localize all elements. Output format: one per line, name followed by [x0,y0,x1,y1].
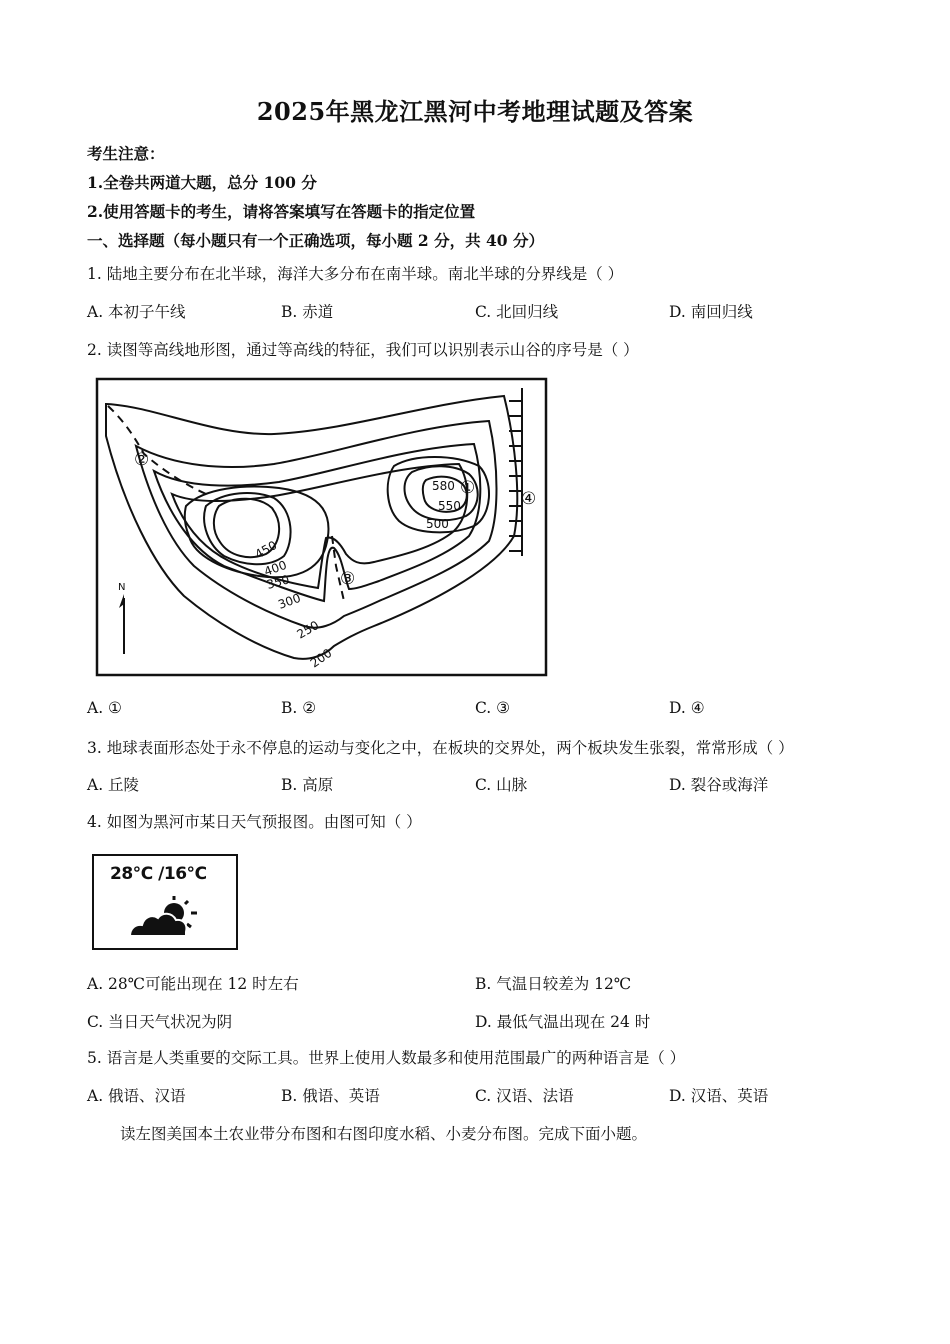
contour-label: 400 [262,557,289,579]
option-c: C. 山脉 [475,776,528,794]
notice-item: 2.使用答题卡的考生，请将答案填写在答题卡的指定位置 [87,202,476,221]
north-label: N [118,582,126,593]
option-b: B. 赤道 [281,303,334,321]
option-d: D. 裂谷或海洋 [669,776,769,794]
contour-label: 350 [265,572,291,592]
contour-label: 300 [276,590,303,612]
option-a: A. 丘陵 [87,776,140,794]
marker-3: ③ [340,569,356,589]
option-b: B. 气温日较差为 12℃ [475,975,632,993]
weather-temps: 28℃ /16℃ [110,864,207,884]
contour-map-figure [94,376,550,680]
contour-label: 450 [252,538,280,562]
marker-4: ④ [521,489,537,509]
question-stem: 1. 陆地主要分布在北半球，海洋大多分布在南半球。南北半球的分界线是（ ） [87,265,624,283]
marker-1: ① [460,478,476,498]
option-a: A. 本初子午线 [87,303,186,321]
contour-label: 500 [426,517,449,531]
contour-label: 580 [432,479,455,493]
option-d: D. 最低气温出现在 24 时 [475,1013,651,1031]
question-stem: 4. 如图为黑河市某日天气预报图。由图可知（ ） [87,813,422,831]
option-a: A. 俄语、汉语 [87,1087,186,1105]
section-heading: 一、选择题（每小题只有一个正确选项，每小题 2 分，共 40 分） [87,231,544,250]
closing-paragraph: 读左图美国本土农业带分布图和右图印度水稻、小麦分布图。完成下面小题。 [120,1125,648,1143]
sun-behind-cloud-icon [128,896,200,942]
option-c: C. ③ [475,699,511,717]
option-a: A. ① [87,699,122,717]
option-b: B. 高原 [281,776,334,794]
option-c: C. 北回归线 [475,303,559,321]
contour-label: 250 [294,618,322,642]
option-b: B. 俄语、英语 [281,1087,380,1105]
option-c: C. 当日天气状况为阴 [87,1013,233,1031]
contour-label: 550 [438,499,461,513]
option-c: C. 汉语、法语 [475,1087,574,1105]
notice-item: 1.全卷共两道大题，总分 100 分 [87,173,317,192]
contour-label: 200 [307,645,335,671]
option-d: D. 南回归线 [669,303,753,321]
page-title: 2025年黑龙江黑河中考地理试题及答案 [256,97,694,126]
option-b: B. ② [281,699,317,717]
question-stem: 5. 语言是人类重要的交际工具。世界上使用人数最多和使用范围最广的两种语言是（ ） [87,1049,686,1067]
weather-forecast-figure [92,854,238,950]
option-a: A. 28℃可能出现在 12 时左右 [87,975,299,993]
question-stem: 3. 地球表面形态处于永不停息的运动与变化之中，在板块的交界处，两个板块发生张裂，常常形成（ ） [87,739,794,757]
option-d: D. 汉语、英语 [669,1087,769,1105]
option-d: D. ④ [669,699,705,717]
marker-2: ② [134,450,150,470]
question-stem: 2. 读图等高线地形图，通过等高线的特征，我们可以识别表示山谷的序号是（ ） [87,341,639,359]
notice-heading: 考生注意： [87,144,165,163]
